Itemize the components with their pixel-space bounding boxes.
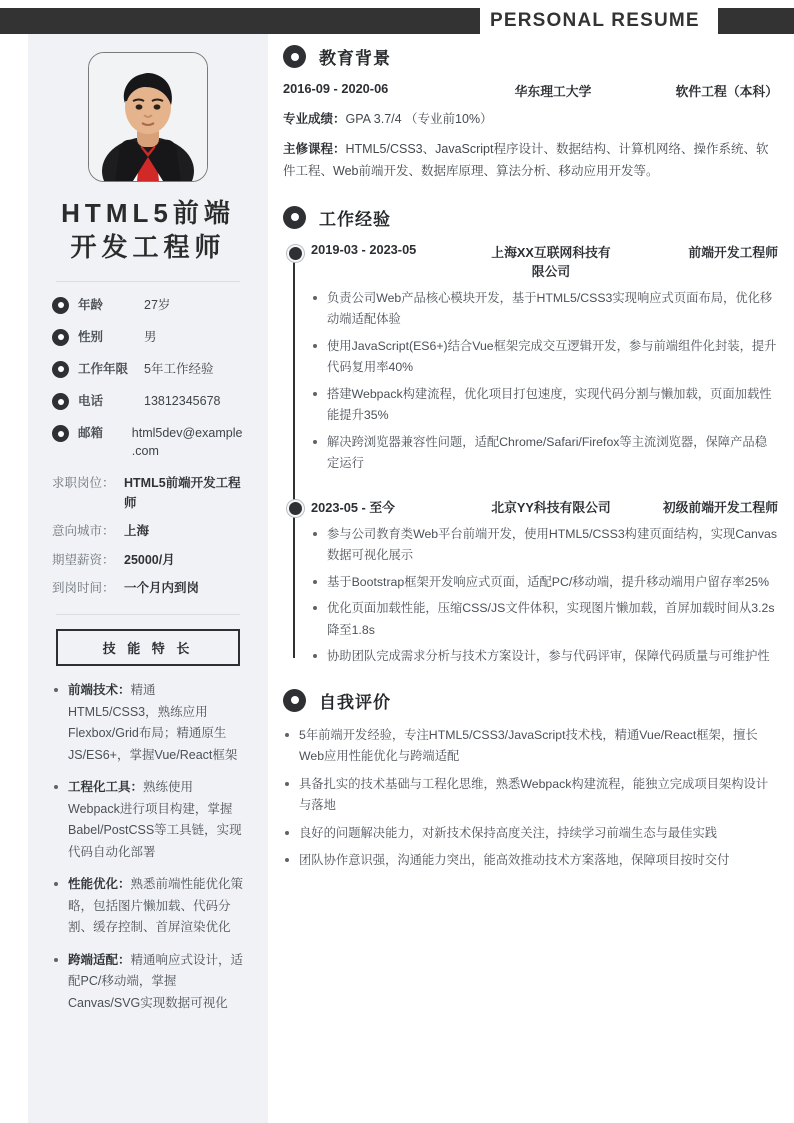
page-title: PERSONAL RESUME — [490, 10, 700, 31]
skills-list — [52, 680, 244, 1014]
info-row-gender — [52, 328, 244, 346]
info-row-email — [52, 424, 244, 460]
timeline-dot-icon — [287, 245, 304, 262]
skills-heading: 技 能 特 长 — [56, 629, 240, 666]
divider — [56, 614, 240, 615]
info-row-age — [52, 296, 244, 314]
skill-separator: ： — [130, 780, 144, 795]
skill-name: 前端技术 — [68, 683, 119, 698]
ring-bullet-icon — [52, 393, 69, 410]
pref-row-position — [52, 474, 244, 513]
pref-label: 求职岗位： — [52, 476, 115, 491]
ring-bullet-icon — [52, 297, 69, 314]
pref-row-city — [52, 522, 244, 541]
info-label: 邮箱 — [78, 426, 104, 441]
education-gpa-line — [283, 109, 778, 131]
pref-value: 25000/月 — [124, 552, 175, 567]
skill-text: 精通HTML5/CSS3，熟练应用Flexbox/Grid布局；精通原生JS/ES6+，掌握Vue/React框架 — [68, 683, 238, 762]
pref-value: 一个月内到岗 — [124, 580, 200, 595]
skill-name: 工程化工具 — [68, 780, 131, 795]
job-preference-list — [52, 474, 244, 598]
education-major: 软件工程（本科） — [675, 84, 778, 99]
pref-row-availability — [52, 579, 244, 598]
job-entry — [311, 497, 778, 668]
info-label: 性别 — [78, 329, 104, 344]
education-date: 2016-09 - 2020-06 — [283, 81, 389, 96]
section-title: 教育背景 — [319, 49, 391, 68]
info-label: 工作年限 — [78, 361, 129, 376]
pref-label: 意向城市： — [52, 524, 115, 539]
info-row-phone — [52, 392, 244, 410]
pref-row-salary — [52, 551, 244, 570]
list-item: 优化页面加载性能，压缩CSS/JS文件体积，实现图片懒加载，首屏加载时间从3.2s降至1.8s — [311, 598, 778, 641]
header-bar-left — [0, 8, 480, 34]
list-item: 协助团队完成需求分析与技术方案设计，参与代码评审，保障代码质量与可维护性 — [311, 646, 778, 668]
main-content — [283, 44, 778, 1123]
info-value: 男 — [144, 329, 157, 344]
skill-separator: ： — [118, 877, 131, 892]
job-role: 初级前端开发工程师 — [662, 499, 778, 515]
job-bullet-list — [311, 288, 778, 475]
ring-bullet-icon — [52, 425, 69, 442]
list-item: 具备扎实的技术基础与工程化思维，熟悉Webpack构建流程，能独立完成项目架构设计与落地 — [283, 774, 778, 817]
job-entry — [311, 242, 778, 475]
job-date: 2023-05 - 至今 — [311, 499, 395, 515]
job-header — [311, 497, 778, 516]
skill-separator: ： — [118, 683, 131, 698]
education-entry-header — [283, 81, 778, 100]
info-value: 5年工作经验 — [144, 361, 214, 376]
section-header — [283, 44, 778, 69]
education-gpa-value: GPA 3.7/4 （专业前10%） — [345, 112, 493, 126]
ring-bullet-icon — [283, 689, 306, 712]
list-item: 5年前端开发经验，专注HTML5/CSS3/JavaScript技术栈，精通Vue/React框架，擅长Web应用性能优化与跨端适配 — [283, 725, 778, 768]
skill-name: 跨端适配 — [68, 952, 119, 967]
skill-name: 性能优化 — [68, 877, 119, 892]
list-item: 参与公司教育类Web平台前端开发，使用HTML5/CSS3构建页面结构，实现Canvas数据可视化展示 — [311, 524, 778, 567]
resume-page — [0, 34, 794, 1123]
job-role: 前端开发工程师 — [688, 244, 778, 260]
job-bullet-list — [311, 524, 778, 668]
skill-text: 精通响应式设计，适配PC/移动端，掌握Canvas/SVG实现数据可视化 — [68, 952, 244, 1010]
section-title: 工作经验 — [319, 209, 391, 229]
section-self-evaluation — [283, 688, 778, 872]
education-gpa-label: 专业成绩： — [283, 112, 346, 126]
experience-timeline — [283, 242, 778, 668]
list-item: 搭建Webpack构建流程，优化项目打包速度，实现代码分割与懒加载，页面加载性能提升35% — [311, 384, 778, 427]
ring-bullet-icon — [52, 361, 69, 378]
education-courses-line — [283, 139, 778, 183]
divider — [56, 281, 240, 282]
ring-bullet-icon — [52, 329, 69, 346]
list-item — [52, 777, 244, 863]
info-value: 13812345678 — [144, 394, 221, 408]
list-item: 解决跨浏览器兼容性问题，适配Chrome/Safari/Firefox等主流浏览器，保障产品稳定运行 — [311, 432, 778, 475]
page-header — [0, 8, 794, 34]
section-header — [283, 688, 778, 713]
person-title: HTML5前端开发工程师 — [61, 198, 235, 263]
list-item — [52, 874, 244, 939]
list-item: 良好的问题解决能力，对新技术保持高度关注，持续学习前端生态与最佳实践 — [283, 823, 778, 845]
personal-info-list — [52, 296, 244, 461]
pref-value: HTML5前端开发工程师 — [124, 476, 241, 510]
info-label: 年龄 — [78, 297, 104, 312]
list-item: 使用JavaScript(ES6+)结合Vue框架完成交互逻辑开发，参与前端组件化封装，提升代码复用率40% — [311, 336, 778, 379]
list-item — [52, 680, 244, 766]
skill-separator: ： — [118, 952, 131, 967]
list-item: 团队协作意识强，沟通能力突出，能高效推动技术方案落地，保障项目按时交付 — [283, 850, 778, 872]
pref-label: 到岗时间： — [52, 580, 115, 595]
pref-value: 上海 — [124, 524, 150, 539]
section-work-experience — [283, 205, 778, 668]
section-header — [283, 205, 778, 230]
education-courses-value: HTML5/CSS3、JavaScript程序设计、数据结构、计算机网络、操作系统、软件工程、Web前端开发、数据库原理、算法分析、移动应用开发等。 — [283, 141, 769, 178]
education-school: 华东理工大学 — [514, 84, 592, 99]
header-bar-right — [718, 8, 794, 34]
timeline-line — [293, 250, 295, 658]
education-courses-label: 主修课程： — [283, 141, 346, 156]
portrait-photo-icon — [89, 53, 207, 181]
job-company: 北京YY科技有限公司 — [491, 499, 611, 515]
info-value: 27岁 — [144, 297, 171, 312]
list-item — [52, 950, 244, 1015]
job-header — [311, 242, 778, 280]
section-title: 自我评价 — [319, 692, 391, 712]
sidebar — [28, 34, 268, 1123]
skill-text: 熟练使用Webpack进行项目构建，掌握Babel/PostCSS等工具链，实现代码自动化部署 — [68, 780, 242, 859]
ring-bullet-icon — [283, 206, 306, 229]
info-row-experience-years — [52, 360, 244, 378]
pref-label: 期望薪资： — [52, 552, 115, 567]
timeline-dot-icon — [287, 500, 304, 517]
section-education — [283, 44, 778, 183]
info-label: 电话 — [78, 394, 104, 408]
list-item: 基于Bootstrap框架开发响应式页面，适配PC/移动端，提升移动端用户留存率25% — [311, 572, 778, 594]
list-item: 负责公司Web产品核心模块开发，基于HTML5/CSS3实现响应式页面布局，优化移动端适配体验 — [311, 288, 778, 331]
job-date: 2019-03 - 2023-05 — [311, 241, 417, 257]
ring-bullet-icon — [283, 45, 306, 68]
skill-text: 熟悉前端性能优化策略，包括图片懒加载、代码分割、缓存控制、首屏渲染优化 — [68, 877, 244, 935]
job-company: 上海XX互联网科技有限公司 — [491, 244, 611, 279]
avatar — [88, 52, 208, 182]
info-value: html5dev@example.com — [131, 426, 243, 459]
evaluation-list — [283, 725, 778, 872]
